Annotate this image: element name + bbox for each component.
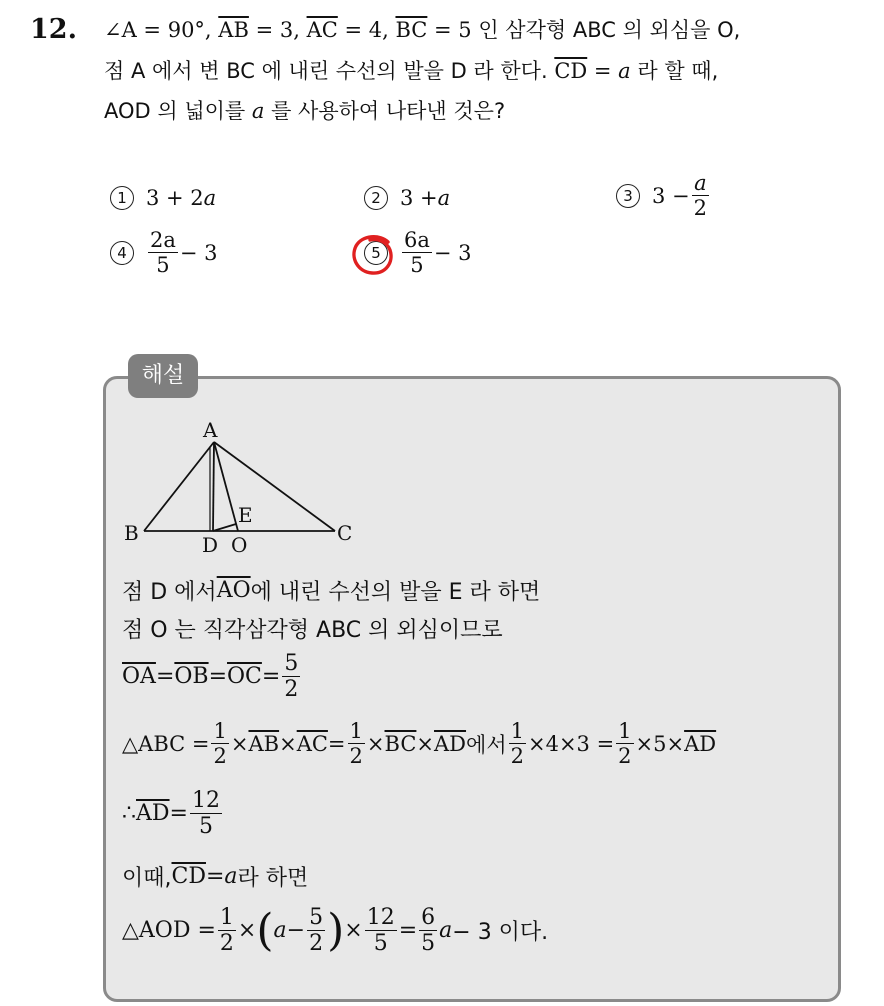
angle-condition: ∠A = 90°, bbox=[104, 18, 219, 42]
label-e: E bbox=[238, 503, 253, 527]
option-5-fraction bbox=[402, 229, 432, 276]
problem-text-2: 점 A 에서 변 BC 에 내린 수선의 발을 D 라 한다. bbox=[104, 59, 555, 83]
option-5-numerator: 6a bbox=[404, 228, 430, 252]
altitude-ad bbox=[213, 442, 214, 531]
variable-a: a bbox=[618, 59, 631, 83]
sol7-tail: − 3 이다. bbox=[452, 920, 549, 946]
right-paren: ) bbox=[327, 904, 345, 956]
fraction-5-2: $\frac{5}{2}$ bbox=[309, 905, 324, 957]
equals: = bbox=[208, 664, 228, 690]
segment-ao: $\overline{AO}$ bbox=[216, 578, 251, 603]
sol6-b: 라 하면 bbox=[237, 866, 309, 891]
segment-ab: $\overline{AB}$ bbox=[248, 731, 280, 756]
segment-ab: $\overline{AB}$ bbox=[218, 18, 249, 42]
fraction-12-5: $\frac{12}{5}$ bbox=[191, 788, 220, 840]
equals: = bbox=[261, 664, 281, 690]
option-4-post: − 3 bbox=[179, 240, 218, 265]
option-3-denominator: 2 bbox=[693, 196, 708, 221]
variable-a: a bbox=[251, 99, 265, 123]
option-5-post: − 3 bbox=[433, 240, 472, 265]
side-ac bbox=[214, 442, 335, 531]
left-paren: ( bbox=[256, 904, 274, 956]
sol4-kr: 에서 bbox=[466, 732, 507, 757]
option-4-numerator: 2a bbox=[150, 228, 176, 252]
option-3-numerator: a bbox=[694, 171, 707, 195]
label-a: A bbox=[203, 418, 218, 442]
solution-line-4: △ABC = $\frac{1}{2}$ × $\overline{AB}$ × $\overline{AC}$ = $\frac{1}{2}$ × $\overline{BC}$ × $\overline{AD}$ 에서 $\frac{1}{2}$ ×4×3 = $\frac{1}{2}$ ×5× $\overline{AD}$ bbox=[122, 719, 717, 769]
option-2-expr: 3 + bbox=[400, 186, 438, 210]
solution-line-2 bbox=[122, 613, 503, 644]
fraction-5-2: $\frac{5}{2}$ bbox=[284, 651, 299, 703]
segment-oa: $\overline{OA}$ bbox=[122, 664, 156, 690]
segment-ac: $\overline{AC}$ bbox=[296, 731, 328, 756]
variable-a: a bbox=[224, 864, 238, 889]
segment-ad: $\overline{AD}$ bbox=[684, 731, 717, 756]
label-b: B bbox=[124, 521, 139, 545]
problem-line-1 bbox=[104, 14, 740, 44]
value-bc: = 5 bbox=[427, 18, 472, 42]
segment-oc: $\overline{OC}$ bbox=[227, 664, 262, 690]
sol1-b: 에 내린 수선의 발을 E 라 하면 bbox=[250, 580, 541, 605]
equals: = bbox=[155, 664, 175, 690]
median-ao bbox=[214, 442, 238, 531]
option-2-mark: 2 bbox=[364, 186, 388, 210]
option-2[interactable] bbox=[364, 186, 450, 210]
solution-line-5: ∴ $\overline{AD}$ = $\frac{12}{5}$ bbox=[122, 788, 220, 840]
solution-line-6: 이때, $\overline{CD}$ = a 라 하면 bbox=[122, 861, 308, 892]
problem-text-3: AOD 의 넓이를 bbox=[104, 99, 252, 123]
problem-text-1: 인 삼각형 ABC 의 외심을 O, bbox=[471, 18, 741, 42]
variable-a: a bbox=[439, 918, 453, 944]
therefore-sign: ∴ bbox=[122, 801, 136, 827]
option-3-mark: 3 bbox=[616, 184, 640, 208]
equals: = bbox=[587, 59, 619, 83]
option-1-expr: 3 + 2 bbox=[146, 186, 204, 210]
option-1-var: a bbox=[203, 186, 217, 210]
option-4-denominator: 5 bbox=[156, 253, 170, 278]
triangle-abc: △ABC = bbox=[122, 731, 210, 756]
fraction-6-5: $\frac{6}{5}$ bbox=[421, 905, 436, 957]
triangle-diagram bbox=[120, 416, 360, 556]
sol1-a: 점 D 에서 bbox=[122, 580, 217, 605]
problem-number: 12. bbox=[30, 14, 77, 45]
answer-circle-icon bbox=[350, 232, 396, 278]
solution-line-1 bbox=[122, 575, 540, 606]
option-3-fraction bbox=[692, 172, 709, 219]
segment-ob: $\overline{OB}$ bbox=[174, 664, 209, 690]
segment-ac: $\overline{AC}$ bbox=[306, 18, 338, 42]
sol6-a: 이때, bbox=[122, 866, 172, 891]
fraction-half: $\frac{1}{2}$ bbox=[219, 905, 234, 957]
option-1[interactable] bbox=[110, 186, 216, 210]
variable-a: a bbox=[273, 918, 287, 944]
segment-de bbox=[213, 524, 236, 531]
value-ac: = 4, bbox=[337, 18, 396, 42]
label-o: O bbox=[231, 533, 248, 556]
triangle-aod: △AOD = bbox=[122, 918, 216, 944]
option-2-var: a bbox=[437, 186, 451, 210]
option-1-mark: 1 bbox=[110, 186, 134, 210]
label-d: D bbox=[202, 533, 219, 556]
solution-line-3 bbox=[122, 652, 302, 701]
fraction-12-5: $\frac{12}{5}$ bbox=[366, 905, 395, 957]
option-3[interactable] bbox=[616, 172, 711, 219]
problem-line-3 bbox=[104, 95, 505, 125]
segment-ad: $\overline{AD}$ bbox=[136, 801, 170, 827]
option-5-mark: 5 bbox=[364, 241, 388, 265]
solution-line-7: △AOD = $\frac{1}{2}$ × ( a − $\frac{5}{2}$ ) × $\frac{12}{5}$ = $\frac{6}{5}$ a − 3 이다. bbox=[122, 904, 549, 957]
fraction-half: $\frac{1}{2}$ bbox=[510, 719, 524, 769]
label-c: C bbox=[337, 521, 353, 545]
problem-text-3-tail: 를 사용하여 나타낸 것은? bbox=[264, 99, 506, 123]
segment-cd: $\overline{CD}$ bbox=[171, 864, 206, 889]
option-3-pre: 3 − bbox=[652, 183, 690, 208]
segment-bc: $\overline{BC}$ bbox=[395, 18, 428, 42]
option-4[interactable] bbox=[110, 229, 218, 276]
segment-ad: $\overline{AD}$ bbox=[434, 731, 467, 756]
solution-tag: 해설 bbox=[128, 354, 198, 398]
fraction-half: $\frac{1}{2}$ bbox=[618, 719, 632, 769]
segment-bc: $\overline{BC}$ bbox=[384, 731, 417, 756]
value-ab: = 3, bbox=[248, 18, 307, 42]
fraction-half: $\frac{1}{2}$ bbox=[349, 719, 363, 769]
segment-cd: $\overline{CD}$ bbox=[554, 59, 588, 83]
option-5-denominator: 5 bbox=[410, 253, 424, 278]
side-ab bbox=[144, 442, 214, 531]
fraction-half: $\frac{1}{2}$ bbox=[213, 719, 227, 769]
sol2-text: 점 O 는 직각삼각형 ABC 의 외심이므로 bbox=[122, 618, 503, 643]
problem-line-2 bbox=[104, 55, 718, 85]
option-4-mark: 4 bbox=[110, 241, 134, 265]
option-4-fraction bbox=[148, 229, 178, 276]
problem-text-2-tail: 라 할 때, bbox=[630, 59, 719, 83]
